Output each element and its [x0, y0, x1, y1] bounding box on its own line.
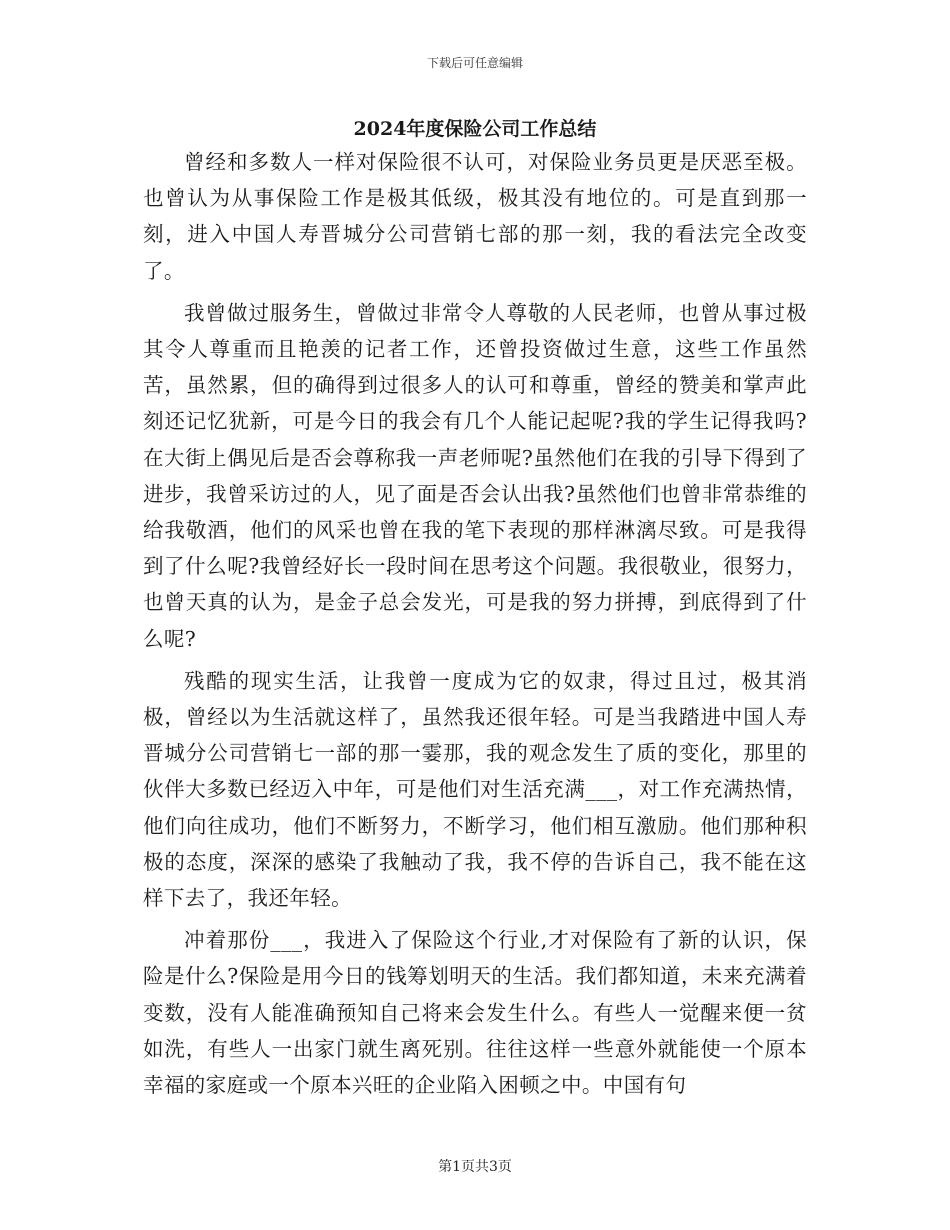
- paragraph-2: 我曾做过服务生，曾做过非常令人尊敬的人民老师，也曾从事过极其令人尊重而且艳羡的记者工作，还曾投资做过生意，这些工作虽然苦，虽然累，但的确得到过很多人的认可和尊重，曾经的赞美和掌声此刻还记忆犹新，可是今日的我会有几个人能记起呢?我的学生记得我吗?在大街上偶见后是否会尊称我一声老师呢?虽然他们在我的引导下得到了进步，我曾采访过的人，见了面是否会认出我?虽然他们也曾非常恭维的给我敬酒，他们的风采也曾在我的笔下表现的那样淋漓尽致。可是我得到了什么呢?我曾经好长一段时间在思考这个问题。我很敬业，很努力，也曾天真的认为，是金子总会发光，可是我的努力拼搏，到底得到了什么呢?: [143, 300, 807, 651]
- paragraph-4: 冲着那份___，我进入了保险这个行业,才对保险有了新的认识，保险是什么?保险是用今日的钱筹划明天的生活。我们都知道，未来充满着变数，没有人能准确预知自己将来会发生什么。有些人一觉醒来便一贫如洗，有些人一出家门就生离死别。往往这样一些意外就能使一个原本幸福的家庭或一个原本兴旺的企业陷入困顿之中。中国有句: [143, 928, 807, 1098]
- paragraph-3: 残酷的现实生活，让我曾一度成为它的奴隶，得过且过，极其消极，曾经以为生活就这样了，虽然我还很年轻。可是当我踏进中国人寿晋城分公司营销七一部的那一霎那，我的观念发生了质的变化，那里的伙伴大多数已经迈入中年，可是他们对生活充满___，对工作充满热情，他们向往成功，他们不断努力，不断学习，他们相互激励。他们那种积极的态度，深深的感染了我触动了我，我不停的告诉自己，我不能在这样下去了，我还年轻。: [143, 668, 807, 911]
- paragraph-1: 曾经和多数人一样对保险很不认可，对保险业务员更是厌恶至极。也曾认为从事保险工作是极其低级，极其没有地位的。可是直到那一刻，进入中国人寿晋城分公司营销七部的那一刻，我的看法完全改变了。: [143, 150, 807, 283]
- header-note: 下载后可任意编辑: [426, 56, 523, 70]
- page-footer: 第1页共3页: [438, 1159, 512, 1175]
- document-title: 2024年度保险公司工作总结: [353, 118, 597, 140]
- document-body: [143, 144, 807, 1103]
